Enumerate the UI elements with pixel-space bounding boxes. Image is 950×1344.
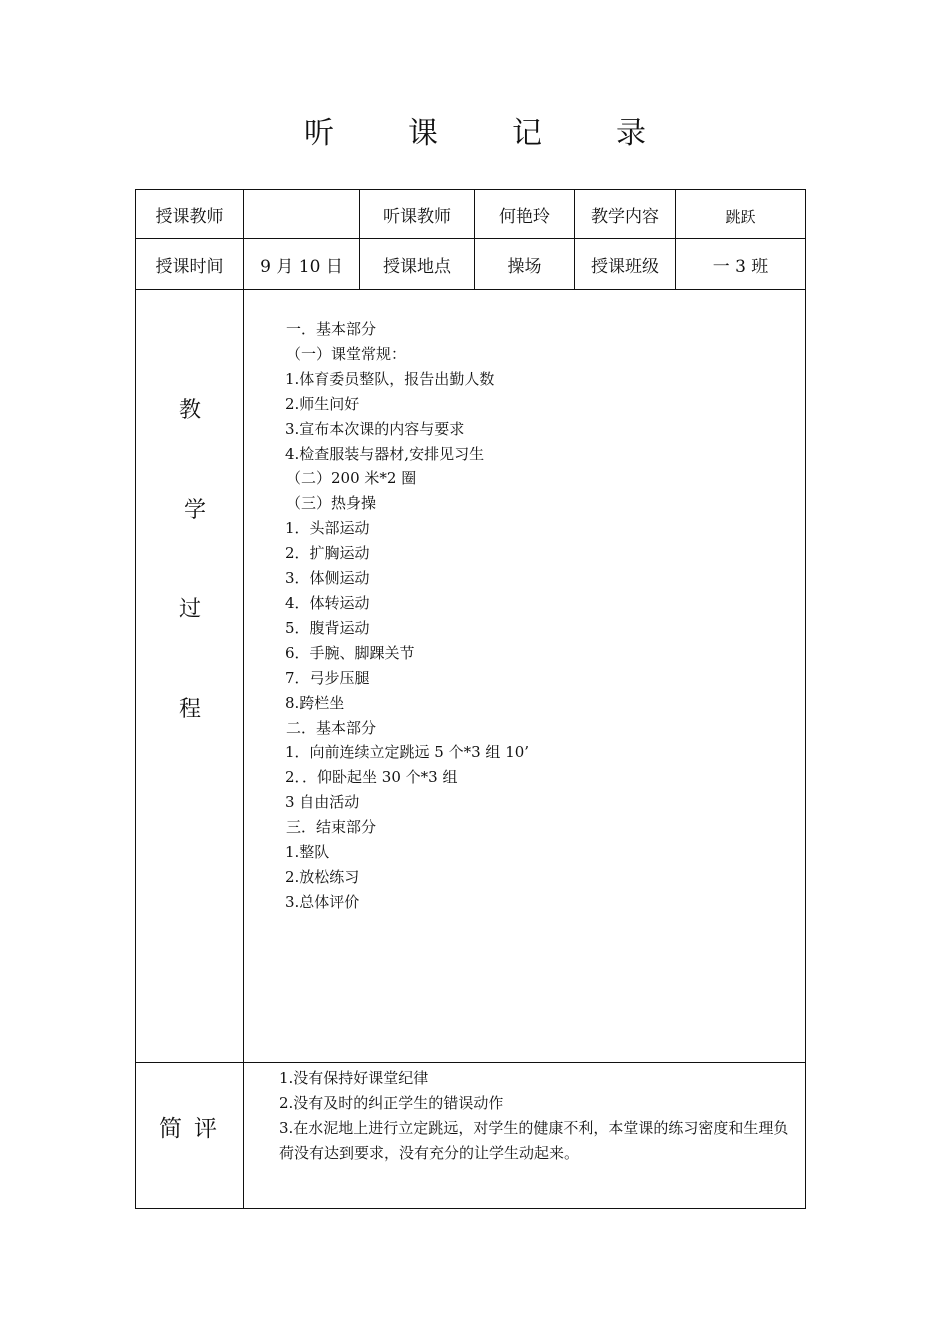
process-line: 1.体育委员整队，报告出勤人数 <box>285 369 495 388</box>
label-observer: 听课教师 <box>383 206 451 227</box>
label-place: 授课地点 <box>383 256 451 277</box>
process-label-char: 学 <box>183 498 206 523</box>
process-label-char: 程 <box>178 697 201 722</box>
process-line: 6．手腕、脚踝关节 <box>285 643 415 662</box>
table-border-bottom <box>135 1208 806 1209</box>
observer-value: 何艳玲 <box>499 206 550 227</box>
review-line: 2.没有及时的纠正学生的错误动作 <box>279 1094 504 1112</box>
time-value: 9 月 10 日 <box>260 256 343 277</box>
page-title <box>0 108 950 152</box>
title-char: 听 <box>304 116 334 151</box>
label-time: 授课时间 <box>155 256 224 277</box>
review-line: 3.在水泥地上进行立定跳远，对学生的健康不利，本堂课的练习密度和生理负荷没有达到要求，没有充分的让学生动起来。 <box>279 1119 789 1162</box>
process-label-char: 过 <box>178 597 201 622</box>
process-content <box>286 317 529 915</box>
process-line: 2．．仰卧起坐 30 个*3 组 <box>285 768 458 787</box>
review-content <box>279 1066 799 1166</box>
class-value: 一 3 班 <box>712 256 769 277</box>
process-line: （三）热身操 <box>286 494 377 513</box>
process-line: 2.放松练习 <box>285 867 360 886</box>
process-line: 1．向前连续立定跳远 5 个*3 组 10’ <box>285 743 530 762</box>
process-line: 4.检查服装与器材,安排见习生 <box>285 444 485 463</box>
process-line: 2.师生问好 <box>285 394 360 413</box>
process-line: 3 自由活动 <box>285 793 360 812</box>
title-char: 记 <box>512 116 542 151</box>
process-line: 8.跨栏坐 <box>285 693 345 712</box>
review-line: 1.没有保持好课堂纪律 <box>279 1069 429 1087</box>
process-line: 一．基本部分 <box>286 320 377 338</box>
process-line: 4．体转运动 <box>285 593 370 612</box>
table-rule <box>135 1062 806 1063</box>
review-label: 简评 <box>159 1116 229 1142</box>
process-line: 3.总体评价 <box>285 892 360 911</box>
process-line: （一）课堂常规： <box>286 344 407 363</box>
table-border-right <box>805 189 806 1209</box>
process-line: 二．基本部分 <box>286 718 377 737</box>
process-line: 1.整队 <box>285 843 330 862</box>
table-rule <box>135 289 806 290</box>
label-class: 授课班级 <box>591 256 659 277</box>
label-content: 教学内容 <box>591 206 659 227</box>
teacher-value <box>244 190 359 238</box>
process-line: 7．弓步压腿 <box>285 668 370 687</box>
process-line: （二）200 米*2 圈 <box>286 469 417 488</box>
process-line: 1．头部运动 <box>285 519 370 538</box>
process-line: 3.宣布本次课的内容与要求 <box>285 419 465 438</box>
process-line: 2．扩胸运动 <box>285 544 370 563</box>
process-line: 5．腹背运动 <box>285 618 370 637</box>
process-label-char: 教 <box>178 398 201 423</box>
process-line: 三．结束部分 <box>286 818 377 837</box>
process-line: 3．体侧运动 <box>285 569 370 588</box>
label-teacher: 授课教师 <box>155 206 224 227</box>
place-value: 操场 <box>507 256 542 277</box>
title-char: 课 <box>408 116 438 151</box>
title-char: 录 <box>616 116 646 151</box>
content-value: 跳跃 <box>725 207 756 226</box>
